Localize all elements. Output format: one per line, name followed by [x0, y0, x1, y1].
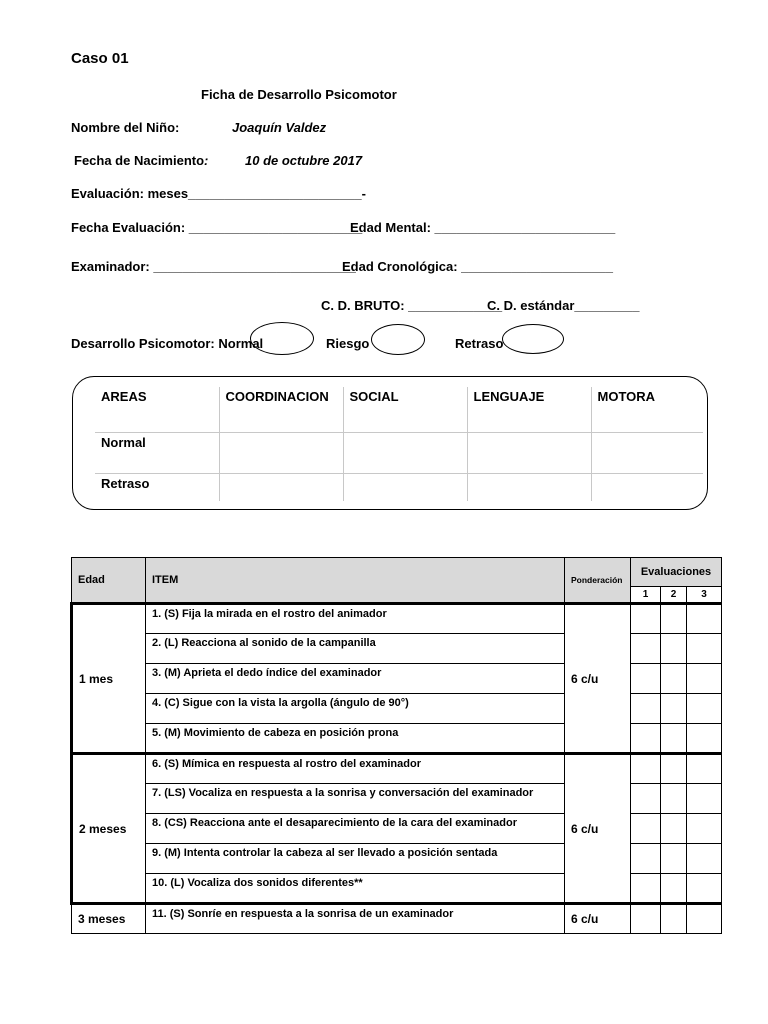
eval-checkbox[interactable] — [661, 904, 687, 934]
header-ponderacion: Ponderación — [565, 558, 631, 604]
areas-cell[interactable] — [343, 432, 467, 473]
weight-cell: 6 c/u — [565, 604, 631, 754]
eval-checkbox[interactable] — [661, 784, 687, 814]
age-cell: 1 mes — [72, 604, 146, 754]
item-cell: 11. (S) Sonríe en respuesta a la sonrisa de un examinador — [146, 904, 565, 934]
eval-checkbox[interactable] — [631, 694, 661, 724]
eval-checkbox[interactable] — [687, 724, 722, 754]
examinador-field[interactable]: Examinador: ____________________________ — [71, 259, 356, 274]
header-item: ITEM — [146, 558, 565, 604]
weight-cell: 6 c/u — [565, 904, 631, 934]
eval-checkbox[interactable] — [687, 784, 722, 814]
desarrollo-normal-label: Desarrollo Psicomotor: Normal — [71, 336, 264, 351]
header-eval-2: 2 — [661, 587, 687, 604]
eval-checkbox[interactable] — [661, 604, 687, 634]
item-cell: 10. (L) Vocaliza dos sonidos diferentes** — [146, 874, 565, 904]
eval-checkbox[interactable] — [631, 844, 661, 874]
eval-checkbox[interactable] — [631, 604, 661, 634]
areas-row-label: Retraso — [95, 473, 219, 501]
eval-checkbox[interactable] — [631, 814, 661, 844]
areas-header-social: SOCIAL — [343, 387, 467, 432]
eval-checkbox[interactable] — [631, 904, 661, 934]
item-cell: 1. (S) Fija la mirada en el rostro del animador — [146, 604, 565, 634]
eval-checkbox[interactable] — [687, 694, 722, 724]
areas-cell[interactable] — [219, 473, 343, 501]
eval-checkbox[interactable] — [687, 844, 722, 874]
eval-checkbox[interactable] — [661, 694, 687, 724]
item-cell: 6. (S) Mímica en respuesta al rostro del examinador — [146, 754, 565, 784]
header-evaluaciones: Evaluaciones — [631, 558, 722, 587]
retraso-label: Retraso — [455, 336, 504, 351]
areas-cell[interactable] — [467, 432, 591, 473]
areas-table — [95, 387, 703, 501]
eval-checkbox[interactable] — [661, 754, 687, 784]
eval-checkbox[interactable] — [631, 784, 661, 814]
areas-header-lenguaje: LENGUAJE — [467, 387, 591, 432]
areas-header-coordinacion: COORDINACION — [219, 387, 343, 432]
item-cell: 2. (L) Reacciona al sonido de la campanilla — [146, 634, 565, 664]
evaluacion-meses-field[interactable]: Evaluación: meses________________________- — [71, 186, 366, 201]
eval-checkbox[interactable] — [687, 754, 722, 784]
item-cell: 4. (C) Sigue con la vista la argolla (ángulo de 90°) — [146, 694, 565, 724]
eval-checkbox[interactable] — [687, 874, 722, 904]
items-table — [70, 557, 722, 934]
form-title: Ficha de Desarrollo Psicomotor — [201, 87, 397, 102]
eval-checkbox[interactable] — [687, 814, 722, 844]
eval-checkbox[interactable] — [661, 844, 687, 874]
eval-checkbox[interactable] — [687, 904, 722, 934]
fecha-nacimiento-value[interactable]: 10 de octubre 2017 — [245, 153, 363, 168]
eval-checkbox[interactable] — [631, 634, 661, 664]
riesgo-label: Riesgo — [326, 336, 370, 351]
item-cell: 9. (M) Intenta controlar la cabeza al ser llevado a posición sentada — [146, 844, 565, 874]
header-eval-1: 1 — [631, 587, 661, 604]
nombre-label: Nombre del Niño: — [71, 120, 180, 135]
case-title: Caso 01 — [71, 50, 129, 67]
item-cell: 5. (M) Movimiento de cabeza en posición prona — [146, 724, 565, 754]
item-cell: 3. (M) Aprieta el dedo índice del examinador — [146, 664, 565, 694]
retraso-oval-checkbox[interactable] — [502, 324, 564, 354]
eval-checkbox[interactable] — [687, 664, 722, 694]
areas-row-normal — [95, 432, 703, 473]
fecha-nacimiento-label — [74, 153, 208, 168]
areas-cell[interactable] — [219, 432, 343, 473]
edad-cronologica-field[interactable]: Edad Cronológica: _____________________ — [342, 259, 614, 274]
fecha-nacimiento-label-text: Fecha de Nacimiento — [74, 153, 205, 168]
areas-header-areas: AREAS — [95, 387, 219, 432]
areas-box — [72, 376, 708, 510]
areas-header-row — [95, 387, 703, 432]
riesgo-oval-checkbox[interactable] — [371, 324, 425, 355]
eval-checkbox[interactable] — [631, 664, 661, 694]
eval-checkbox[interactable] — [631, 754, 661, 784]
age-cell: 3 meses — [72, 904, 146, 934]
fecha-evaluacion-field[interactable]: Fecha Evaluación: ________________________ — [71, 220, 363, 235]
item-cell: 8. (CS) Reacciona ante el desaparecimiento de la cara del examinador — [146, 814, 565, 844]
fecha-nacimiento-colon: : — [204, 153, 209, 168]
eval-checkbox[interactable] — [661, 634, 687, 664]
areas-row-label: Normal — [95, 432, 219, 473]
table-row — [72, 604, 722, 634]
nombre-value[interactable]: Joaquín Valdez — [232, 120, 327, 135]
cd-bruto-field[interactable]: C. D. BRUTO: _____________ — [321, 298, 503, 313]
eval-checkbox[interactable] — [687, 634, 722, 664]
areas-cell[interactable] — [591, 432, 703, 473]
areas-cell[interactable] — [591, 473, 703, 501]
edad-mental-field[interactable]: Edad Mental: _________________________ — [350, 220, 616, 235]
header-edad: Edad — [72, 558, 146, 604]
eval-checkbox[interactable] — [661, 724, 687, 754]
eval-checkbox[interactable] — [687, 604, 722, 634]
item-cell: 7. (LS) Vocaliza en respuesta a la sonrisa y conversación del examinador — [146, 784, 565, 814]
table-row — [72, 754, 722, 784]
table-row — [72, 904, 722, 934]
header-eval-3: 3 — [687, 587, 722, 604]
weight-cell: 6 c/u — [565, 754, 631, 904]
areas-header-motora: MOTORA — [591, 387, 703, 432]
eval-checkbox[interactable] — [631, 724, 661, 754]
eval-checkbox[interactable] — [661, 874, 687, 904]
cd-estandar-field[interactable]: C. D. estándar_________ — [487, 298, 640, 313]
areas-cell[interactable] — [467, 473, 591, 501]
age-cell: 2 meses — [72, 754, 146, 904]
eval-checkbox[interactable] — [661, 814, 687, 844]
eval-checkbox[interactable] — [631, 874, 661, 904]
items-header-row — [72, 558, 722, 587]
areas-cell[interactable] — [343, 473, 467, 501]
areas-row-retraso — [95, 473, 703, 501]
normal-oval-checkbox[interactable] — [250, 322, 314, 355]
eval-checkbox[interactable] — [661, 664, 687, 694]
